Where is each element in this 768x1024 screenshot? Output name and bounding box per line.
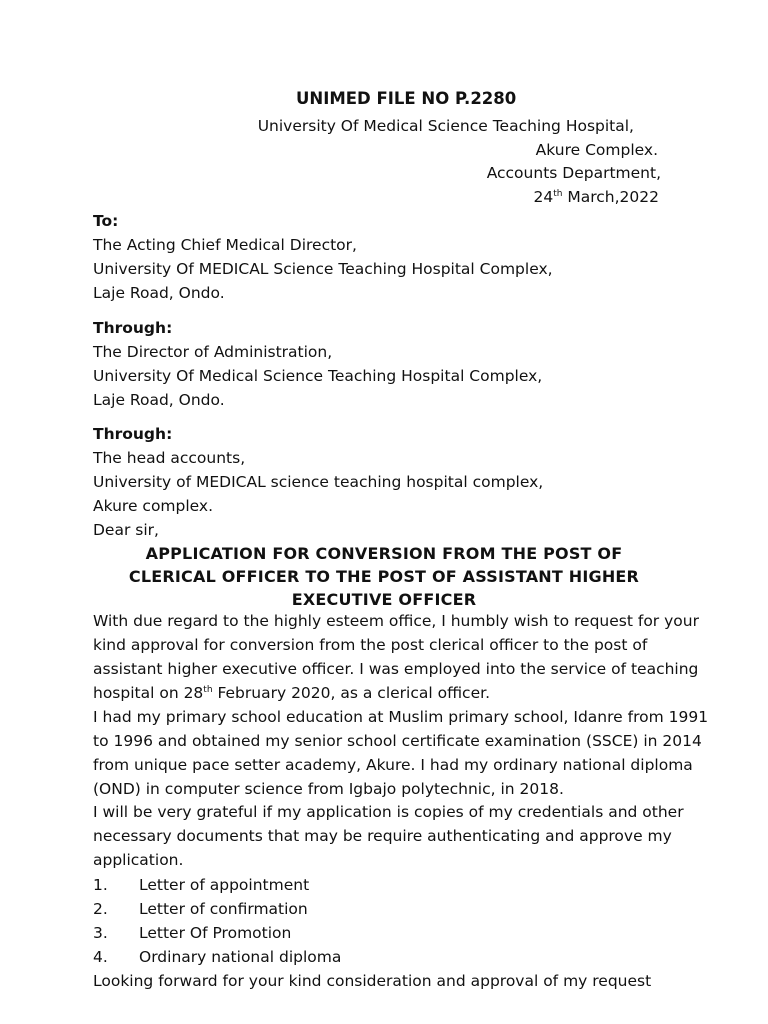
body-p3-line-3: application. — [93, 851, 184, 869]
through-heading-1: Through: — [93, 319, 173, 337]
body-p1-line-4-start: hospital on 28 — [93, 684, 204, 702]
letter-date — [533, 185, 659, 209]
through-heading-2: Through: — [93, 425, 173, 443]
body-p3-line-1: I will be very grateful if my application is copies of my credentials and other — [93, 803, 684, 821]
through2-line-1: The head accounts, — [93, 449, 246, 467]
subject-heading — [93, 542, 675, 611]
body-p1-line-4 — [93, 681, 490, 705]
body-p2-line-4: (OND) in computer science from Igbajo polytechnic, in 2018. — [93, 780, 564, 798]
salutation: Dear sir, — [93, 521, 159, 539]
sender-address-line-2: Akure Complex. — [535, 141, 658, 159]
body-p3-line-2: necessary documents that may be require authenticating and approve my — [93, 827, 672, 845]
list-item — [93, 873, 309, 897]
date-day: 24 — [533, 188, 554, 206]
sender-address-line-1: University Of Medical Science Teaching Hospital, — [257, 117, 634, 135]
list-item-text: Ordinary national diploma — [139, 948, 342, 966]
body-p1-line-3: assistant higher executive officer. I was employed into the service of teaching — [93, 660, 699, 678]
list-item-text: Letter of appointment — [139, 876, 310, 894]
closing-line: Looking forward for your kind consideration and approval of my request — [93, 972, 652, 990]
list-item — [93, 945, 341, 969]
subject-line-2: CLERICAL OFFICER TO THE POST OF ASSISTANT HIGHER — [128, 567, 640, 586]
subject-line-3: EXECUTIVE OFFICER — [291, 590, 477, 609]
subject-line-1: APPLICATION FOR CONVERSION FROM THE POST OF — [145, 544, 623, 563]
date-suffix: th — [553, 188, 563, 199]
date-month-year: March,2022 — [562, 188, 659, 206]
through1-line-2: University Of Medical Science Teaching Hospital Complex, — [93, 367, 543, 385]
sender-address-line-3: Accounts Department, — [486, 164, 661, 182]
body-p1-line-1: With due regard to the highly esteem office, I humbly wish to request for your — [93, 612, 699, 630]
body-p1-line-2: kind approval for conversion from the post clerical officer to the post of — [93, 636, 648, 654]
list-item — [93, 897, 308, 921]
list-item-text: Letter Of Promotion — [139, 924, 292, 942]
list-item-number: 1. — [93, 876, 108, 894]
file-number: UNIMED FILE NO P.2280 — [296, 89, 517, 108]
to-heading: To: — [93, 212, 119, 230]
through1-line-3: Laje Road, Ondo. — [93, 391, 225, 409]
body-p2-line-3: from unique pace setter academy, Akure. I had my ordinary national diploma — [93, 756, 693, 774]
through1-line-1: The Director of Administration, — [93, 343, 333, 361]
body-p2-line-1: I had my primary school education at Muslim primary school, Idanre from 1991 — [93, 708, 709, 726]
to-line-2: University Of MEDICAL Science Teaching Hospital Complex, — [93, 260, 553, 278]
list-item-text: Letter of confirmation — [139, 900, 308, 918]
list-item-number: 2. — [93, 900, 108, 918]
to-line-1: The Acting Chief Medical Director, — [93, 236, 357, 254]
list-item-number: 4. — [93, 948, 108, 966]
list-item — [93, 921, 291, 945]
to-line-3: Laje Road, Ondo. — [93, 284, 225, 302]
list-item-number: 3. — [93, 924, 108, 942]
through2-line-3: Akure complex. — [93, 497, 214, 515]
body-p2-line-2: to 1996 and obtained my senior school certificate examination (SSCE) in 2014 — [93, 732, 702, 750]
body-p1-line-4-sup: th — [203, 684, 213, 695]
body-p1-line-4-end: February 2020, as a clerical officer. — [212, 684, 490, 702]
through2-line-2: University of MEDICAL science teaching hospital complex, — [93, 473, 544, 491]
